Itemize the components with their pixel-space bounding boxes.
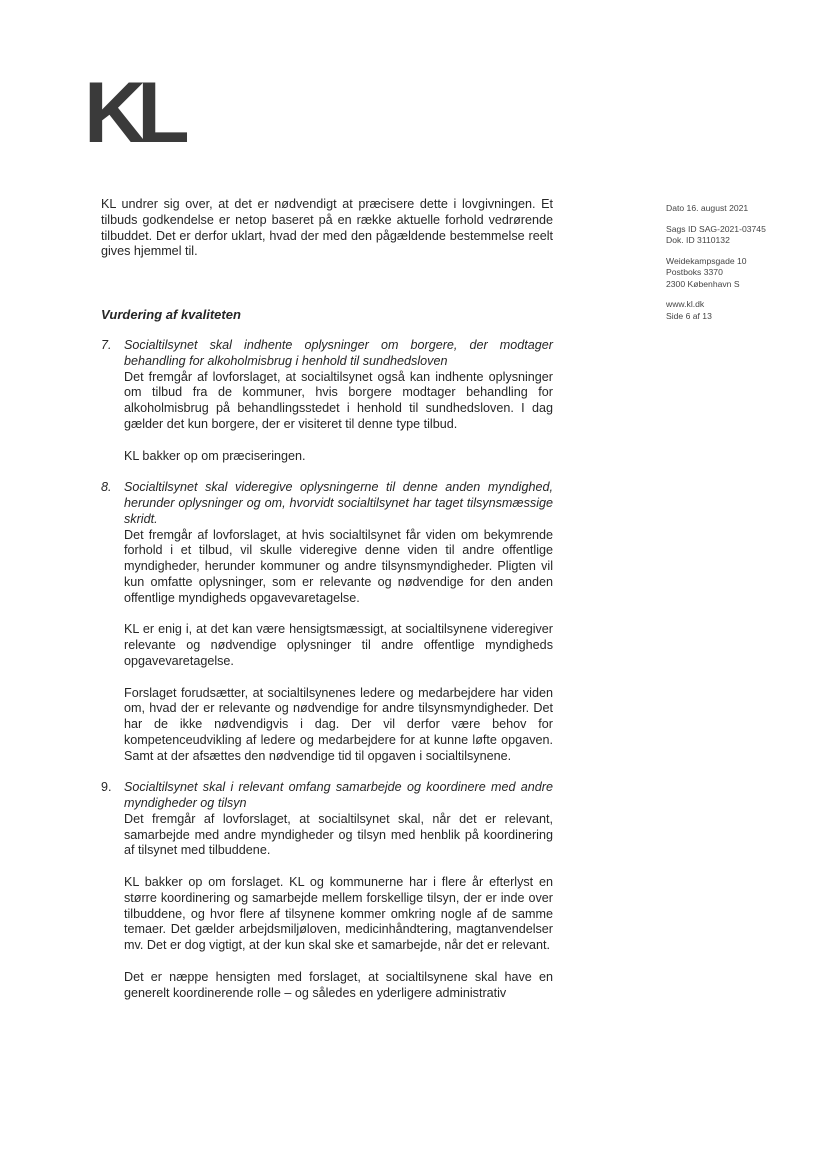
item-paragraph: Det er næppe hensigten med forslaget, at socialtilsynene skal have en generelt koordinerende rolle – og således en yderligere administrativ — [124, 969, 553, 1000]
address-line-1: Weidekampsgade 10 — [666, 255, 747, 266]
sags-id-line: Sags ID SAG-2021-03745 — [666, 223, 766, 234]
item-title: Socialtilsynet skal indhente oplysninger om borgere, der modtager behandling for alkoholmisbrug i henhold til sundhedsloven — [124, 337, 553, 368]
section-heading: Vurdering af kvaliteten — [101, 307, 241, 323]
address-line-2: Postboks 3370 — [666, 267, 723, 277]
document-metadata — [666, 203, 766, 331]
item-number: 9. — [101, 780, 112, 795]
date-line: Dato 16. august 2021 — [666, 203, 749, 213]
dok-id-line: Dok. ID 3110132 — [666, 235, 730, 245]
intro-paragraph: KL undrer sig over, at det er nødvendigt at præcisere dette i lovgivningen. Et tilbuds godkendelse er netop baseret på en række aktuelle forhold vedrørende tilbuddet. Det er derfor uklart, hvad der med den pågældende bestemmelse reelt gives hjemmel til. — [101, 197, 553, 259]
item-paragraph: KL bakker op om præciseringen. — [124, 448, 306, 463]
kl-logo: KL — [84, 65, 181, 161]
address-line-3: 2300 København S — [666, 278, 740, 289]
item-number: 7. — [101, 337, 112, 352]
item-paragraph: Forslaget forudsætter, at socialtilsynenes ledere og medarbejdere har viden om, hvad der er relevante og nødvendige for andre tilsynsmyndigheder. Det har de ikke nødvendigvis i dag. Der vil derfor være behov for kompetenceudvikling af ledere og medarbejdere for at kunne løfte opgaven. Samt at der afsættes den nødvendige tid til opgaven i socialtilsynene. — [124, 685, 553, 763]
page-number: Side 6 af 13 — [666, 310, 712, 321]
list-item-7 — [101, 338, 553, 433]
website-line: www.kl.dk — [666, 299, 705, 309]
item-number: 8. — [101, 480, 112, 495]
list-item-8 — [101, 480, 553, 606]
item-title: Socialtilsynet skal videregive oplysningerne til denne anden myndighed, herunder oplysninger og om, hvorvidt socialtilsynet har taget tilsynsmæssige skridt. — [124, 480, 553, 526]
item-text: Det fremgår af lovforslaget, at socialtilsynet skal, når det er relevant, samarbejde med andre myndigheder og tilsyn med henblik på koordinering af tilsynet med tilbuddene. — [124, 811, 553, 858]
item-paragraph: KL bakker op om forslaget. KL og kommunerne har i flere år efterlyst en større koordinering og samarbejde mellem forskellige tilsyn, der er inde over tilbuddene, og hvor flere af tilsynene kommer omkring nogle af de samme temaer. Det gælder arbejdsmiljøloven, medicinhåndtering, magtanvendelser mv. Det er dog vigtigt, at der kun skal ske et samarbejde, når det er relevant. — [124, 875, 553, 953]
item-text: Det fremgår af lovforslaget, at socialtilsynet også kan indhente oplysninger om tilbud fra de kommuner, hvis borgere modtager behandling for alkoholmisbrug på behandlingsstedet i henhold til sundhedsloven. I dag gælder det kun borgere, der er visiteret til denne type tilbud. — [124, 369, 553, 431]
item-paragraph: KL er enig i, at det kan være hensigtsmæssigt, at socialtilsynene videregiver relevante og nødvendige oplysninger til andre offentlige myndigheds opgavevaretagelse. — [124, 622, 553, 668]
item-text: Det fremgår af lovforslaget, at hvis socialtilsynet får viden om bekymrende forhold i et tilbud, vil skulle videregive denne viden til andre offentlige myndigheder, herunder kommuner og andre tilsynsmyndigheder. Pligten vil kun omfatte oplysninger, som er relevante og nødvendige for den anden offentlige myndigheds opgavevaretagelse. — [124, 527, 553, 605]
list-item-9 — [101, 780, 553, 859]
item-title: Socialtilsynet skal i relevant omfang samarbejde og koordinere med andre myndigheder og tilsyn — [124, 780, 553, 811]
document-body — [101, 197, 553, 1017]
